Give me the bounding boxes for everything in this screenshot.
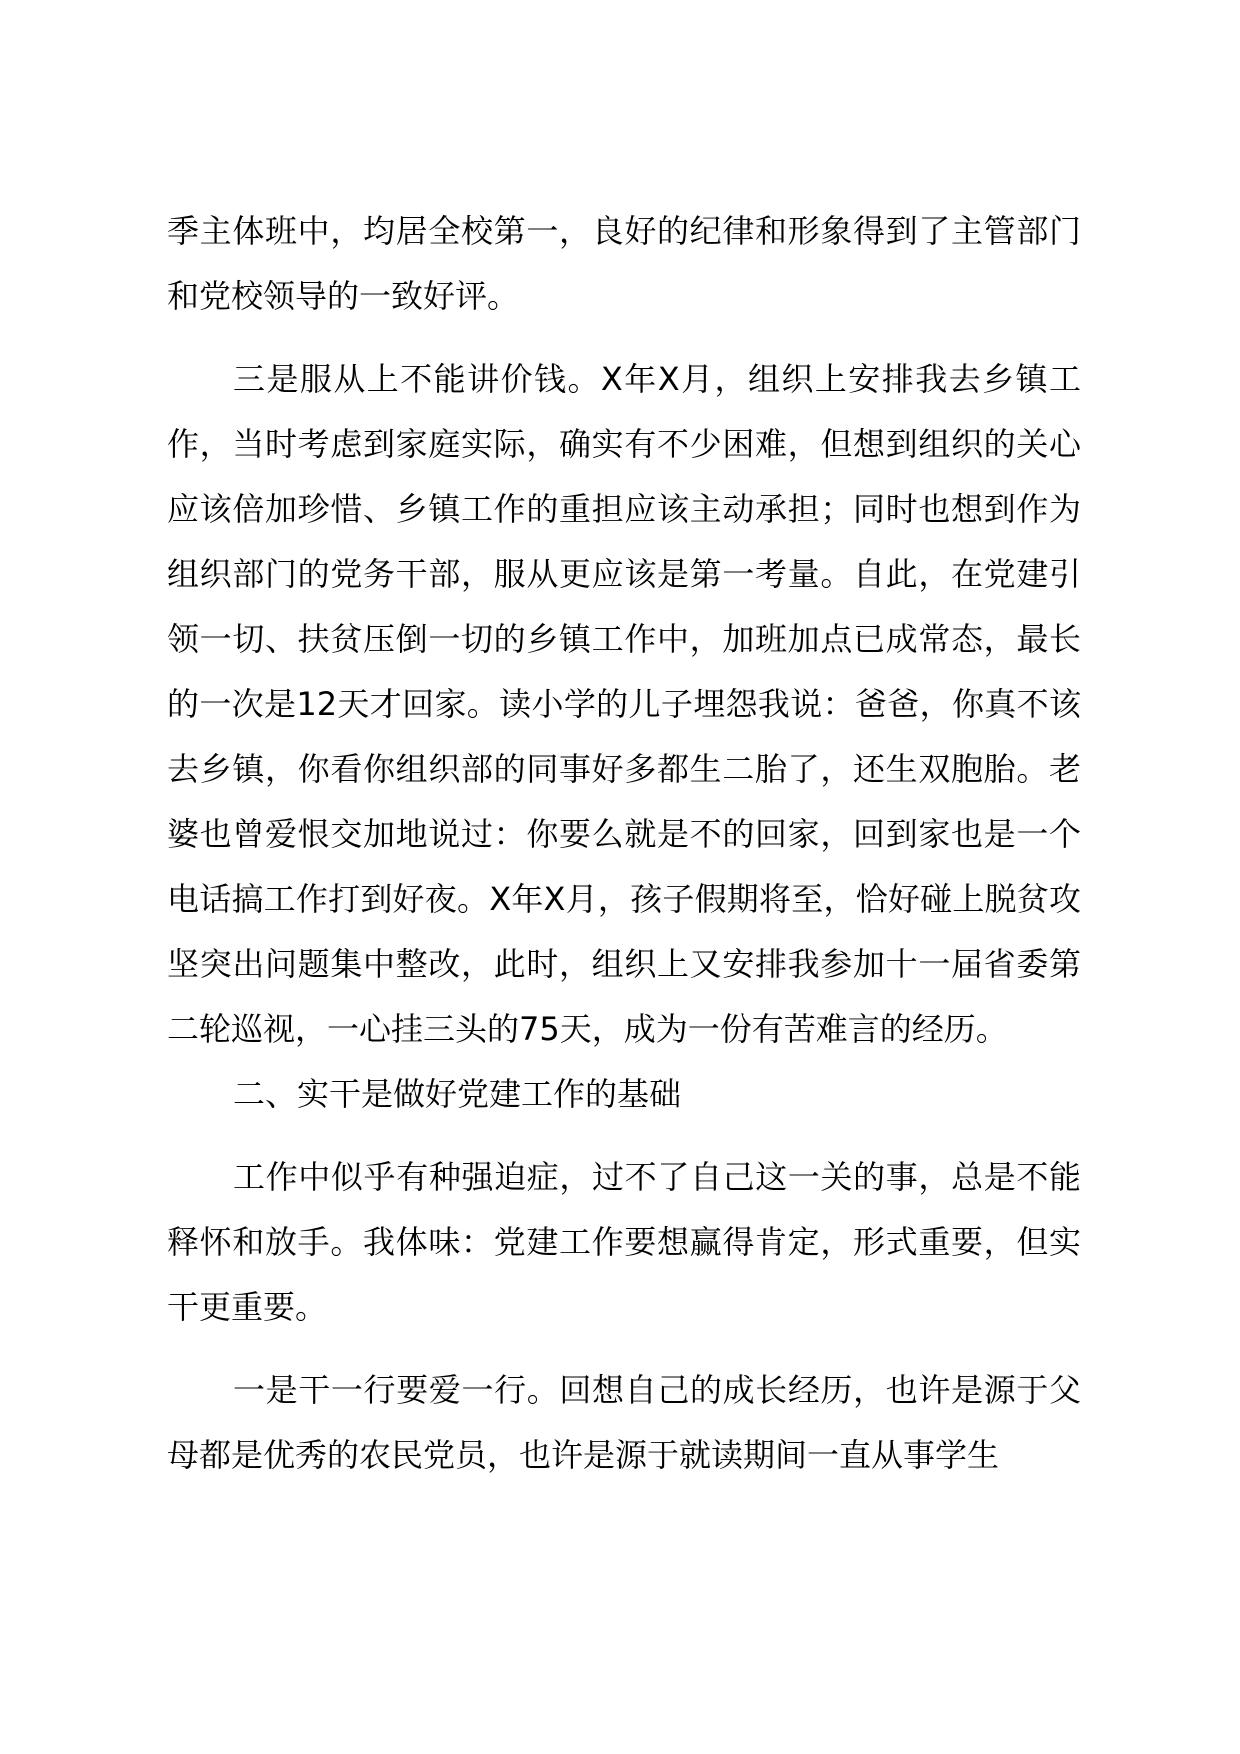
paragraph-continuation: 季主体班中，均居全校第一，良好的纪律和形象得到了主管部门和党校领导的一致好评。: [167, 212, 1081, 315]
paragraph-obedience: 三是服从上不能讲价钱。X年X月，组织上安排我去乡镇工作，当时考虑到家庭实际，确实有不少困难，但想到组织的关心应该倍加珍惜、乡镇工作的重担应该主动承担；同时也想到作为组织部门的党务干部，服从更应该是第一考量。自此，在党建引领一切、扶贫压倒一切的乡镇工作中，加班加点已成常态，最长的一次是12天才回家。读小学的儿子埋怨我说：爸爸，你真不该去乡镇，你看你组织部的同事好多都生二胎了，还生双胞胎。老婆也曾爱恨交加地说过：你要么就是不的回家，回到家也是一个电话搞工作打到好夜。X年X月，孩子假期将至，恰好碰上脱贫攻坚突出问题集中整改，此时，组织上又安排我参加十一届省委第二轮巡视，一心挂三头的75天，成为一份有苦难言的经历。: [167, 360, 1081, 1048]
document-body: [167, 199, 1081, 1488]
section-heading: 二、实干是做好党建工作的基础: [233, 1075, 682, 1113]
paragraph-love-job: 一是干一行要爱一行。回想自己的成长经历，也许是源于父母都是优秀的农民党员，也许是源于就读期间一直从事学生: [167, 1371, 1081, 1474]
paragraph-practical-work: 工作中似乎有种强迫症，过不了自己这一关的事，总是不能释怀和放手。我体味：党建工作要想赢得肯定，形式重要，但实干更重要。: [167, 1158, 1081, 1326]
